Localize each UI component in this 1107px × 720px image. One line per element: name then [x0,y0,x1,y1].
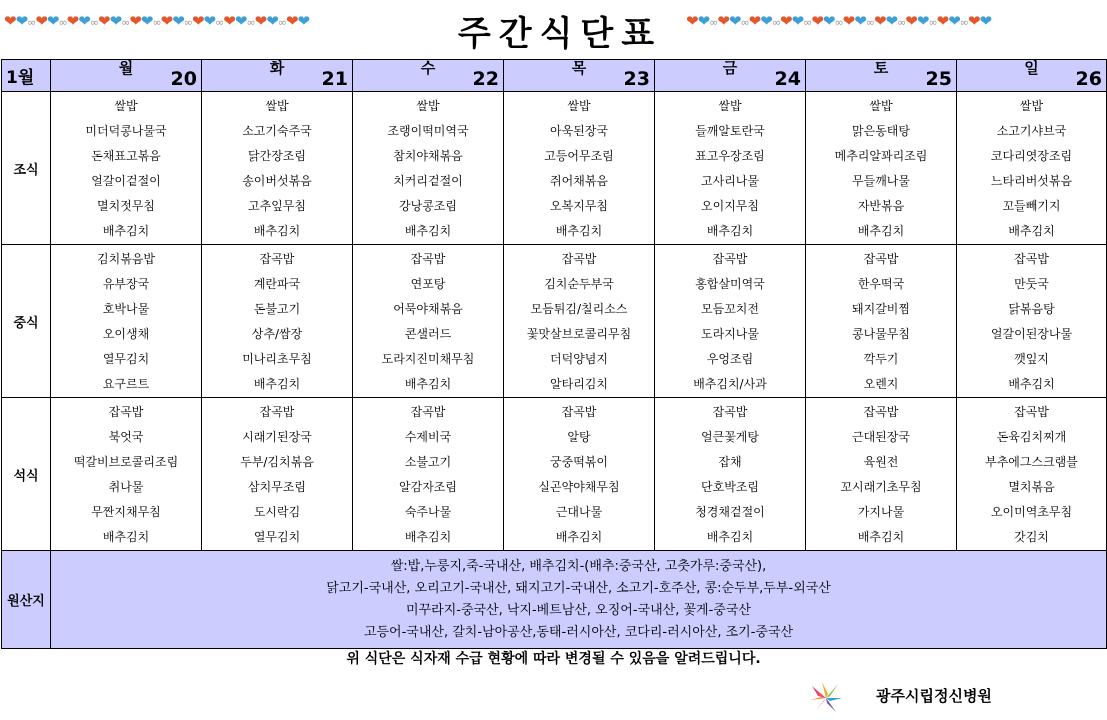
menu-item: 강낭콩조림 [399,199,457,213]
menu-item: 근대된장국 [852,430,910,444]
menu-item: 알타리김치 [550,377,608,391]
page-title: 주간식단표 [457,14,663,54]
menu-item: 돈육김치찌개 [996,430,1067,444]
menu-item: 오이지무침 [701,199,759,213]
menu-item: 쌀밥 [114,99,138,113]
menu-cell [504,92,655,245]
menu-item: 배추김치 [555,530,603,544]
month-label: 1월 [2,60,51,92]
menu-item: 홍합살미역국 [695,277,765,291]
menu-item: 배추김치/사과 [693,377,767,391]
menu-item: 잡곡밥 [561,252,597,266]
origin-line: 닭고기-국내산, 오리고기-국내산, 돼지고기-국내산, 소고기-호주산, 콩:순두부,두부-외국산 [326,580,831,596]
origin-info [51,551,1107,649]
menu-cell [51,92,202,245]
menu-item: 호박나물 [102,302,150,316]
day-date: 26 [1075,68,1102,90]
menu-item: 잡채 [718,455,742,469]
day-header [504,60,655,92]
menu-item: 맑은동태탕 [852,124,910,138]
menu-item: 배추김치 [706,224,754,238]
menu-cell [504,245,655,398]
menu-item: 잡곡밥 [259,252,295,266]
meal-label: 중식 [2,245,51,398]
day-name: 월 [118,59,134,77]
menu-item: 유부장국 [102,277,150,291]
menu-item: 소고기샤브국 [996,124,1067,138]
menu-item: 가지나물 [857,505,905,519]
menu-item: 김치순두부국 [544,277,614,291]
menu-item: 잡곡밥 [1014,252,1049,266]
day-name: 화 [269,59,285,77]
menu-cell [202,92,353,245]
menu-cell [202,398,353,551]
meal-row-dinner [2,398,1107,551]
menu-item: 송이버섯볶음 [242,174,312,188]
menu-item: 수제비국 [404,430,452,444]
menu-item: 모듬꼬치전 [701,302,759,316]
menu-item: 숙주나물 [404,505,452,519]
day-name: 수 [420,59,436,77]
menu-cell [957,245,1107,398]
menu-item: 부추에그스크램블 [985,455,1078,469]
menu-item: 도라지나물 [701,327,759,341]
menu-cell [957,92,1107,245]
day-date: 23 [623,68,650,90]
menu-item: 근대나물 [555,505,603,519]
menu-item: 소불고기 [404,455,452,469]
menu-item: 돈채표고볶음 [91,149,161,163]
menu-item: 깍두기 [863,352,899,366]
menu-item: 꼬들빼기지 [1002,199,1061,213]
menu-item: 취나물 [108,480,144,494]
menu-item: 배추김치 [555,224,603,238]
menu-item: 쌀밥 [567,99,591,113]
menu-item: 배추김치 [102,224,150,238]
origin-line: 고등어-국내산, 갈치-남아공산,동태-러시아산, 코다리-러시아산, 조기-중국산 [363,624,794,640]
menu-item: 미더덕콩나물국 [85,124,167,138]
menu-item: 고사리나물 [701,174,759,188]
day-date: 25 [925,68,952,90]
menu-cell [655,92,806,245]
menu-item: 들깨알토란국 [695,124,765,138]
menu-item: 모듬튀김/칠리소스 [530,302,628,316]
menu-item: 고추잎무침 [248,199,306,213]
day-date: 21 [321,68,348,90]
menu-cell [806,245,957,398]
meal-label: 조식 [2,92,51,245]
menu-item: 배추김치 [857,224,905,238]
menu-item: 우엉조림 [706,352,754,366]
menu-item: 콘샐러드 [404,327,452,341]
menu-item: 오복지무침 [550,199,608,213]
menu-item: 닭간장조림 [248,149,306,163]
menu-cell [806,92,957,245]
menu-item: 아욱된장국 [550,124,608,138]
meal-row-lunch [2,245,1107,398]
origin-row [2,551,1107,649]
day-name: 금 [722,59,738,77]
menu-item: 고등어무조림 [544,149,614,163]
menu-item: 잡곡밥 [863,405,899,419]
weekly-menu-table [1,59,1107,649]
menu-item: 잡곡밥 [712,405,748,419]
menu-item: 오이미역초무침 [990,505,1073,519]
day-date: 22 [472,68,499,90]
menu-item: 북엇국 [108,430,144,444]
menu-item: 도라지진미채무침 [381,352,475,366]
menu-item: 얼큰꽃게탕 [701,430,759,444]
hospital-logo-icon [808,680,844,716]
menu-item: 김치볶음밥 [97,252,155,266]
menu-item: 쌀밥 [265,99,289,113]
menu-cell [806,398,957,551]
menu-item: 더덕양념지 [550,352,608,366]
menu-item: 삼치무조림 [248,480,306,494]
menu-item: 만둣국 [1014,277,1049,291]
menu-item: 미나리초무침 [242,352,312,366]
menu-cell [353,92,504,245]
menu-cell [51,398,202,551]
menu-item: 알감자조림 [399,480,457,494]
menu-item: 단호박조림 [701,480,759,494]
menu-item: 배추김치 [404,530,452,544]
day-name: 목 [571,59,587,77]
menu-cell [51,245,202,398]
hospital-name: 광주시립정신병원 [876,687,992,705]
menu-item: 쌀밥 [1019,99,1044,113]
menu-item: 얼갈이겉절이 [91,174,161,188]
day-name: 일 [1024,59,1039,77]
menu-item: 얼갈이된장나물 [990,327,1073,341]
menu-item: 배추김치 [1008,377,1055,391]
menu-item: 배추김치 [253,224,301,238]
menu-item: 콩나물무침 [852,327,910,341]
day-header-row [2,60,1107,92]
menu-item: 잡곡밥 [410,405,446,419]
menu-item: 배추김치 [102,530,150,544]
menu-item: 청경채겉절이 [695,505,765,519]
menu-item: 오이생채 [102,327,150,341]
menu-item: 시래기된장국 [242,430,312,444]
day-header [806,60,957,92]
menu-cell [655,245,806,398]
menu-cell [655,398,806,551]
menu-item: 닭볶음탕 [1008,302,1055,316]
menu-item: 꼬시래기초무침 [840,480,922,494]
menu-item: 잡곡밥 [1014,405,1049,419]
menu-item: 돼지갈비찜 [852,302,910,316]
day-name: 토 [873,59,889,77]
day-date: 20 [170,68,197,90]
menu-item: 코다리엿장조림 [990,149,1073,163]
menu-item: 치커리겉절이 [393,174,463,188]
menu-item: 배추김치 [1008,224,1055,238]
origin-line: 미꾸라지-중국산, 낙지-베트남산, 오징어-국내산, 꽃게-중국산 [406,602,751,618]
origin-label: 원산지 [2,551,51,649]
menu-item: 잡곡밥 [561,405,597,419]
day-header [957,60,1107,92]
menu-item: 깻잎지 [1014,352,1049,366]
heart-garland-decoration: ❤❤∞❤❤∞❤❤∞❤❤∞❤❤∞❤❤∞❤❤∞❤❤∞❤❤∞❤❤ [686,12,992,30]
menu-item: 쌀밥 [416,99,440,113]
menu-item: 잡곡밥 [863,252,899,266]
menu-cell [353,245,504,398]
menu-item: 열무김치 [253,530,301,544]
menu-item: 궁중떡볶이 [550,455,608,469]
menu-item: 열무김치 [102,352,150,366]
menu-item: 메추리알꽈리조림 [834,149,928,163]
menu-item: 어묵야채볶음 [393,302,463,316]
meal-label: 석식 [2,398,51,551]
menu-item: 요구르트 [102,377,150,391]
heart-garland-decoration: ❤❤∞❤❤∞❤❤∞❤❤∞❤❤∞❤❤∞❤❤∞❤❤∞❤❤∞❤❤ [4,12,310,30]
day-header [353,60,504,92]
menu-item: 배추김치 [404,224,452,238]
menu-item: 소고기숙주국 [242,124,312,138]
menu-item: 도시락김 [253,505,301,519]
menu-item: 두부/김치볶음 [240,455,314,469]
menu-item: 배추김치 [253,377,301,391]
menu-item: 오렌지 [863,377,899,391]
menu-item: 멸치젓무침 [97,199,155,213]
menu-item: 꽃맛살브로콜리무침 [526,327,632,341]
menu-item: 배추김치 [706,530,754,544]
menu-item: 잡곡밥 [108,405,144,419]
menu-cell [202,245,353,398]
menu-item: 자반볶음 [857,199,905,213]
menu-item: 쌀밥 [869,99,893,113]
menu-item: 쌀밥 [718,99,742,113]
menu-cell [957,398,1107,551]
menu-item: 알탕 [567,430,591,444]
menu-item: 육원전 [863,455,899,469]
menu-cell [353,398,504,551]
menu-item: 참치야채볶음 [393,149,463,163]
day-header [51,60,202,92]
menu-item: 잡곡밥 [712,252,748,266]
menu-item: 조랭이떡미역국 [387,124,469,138]
menu-item: 돈불고기 [253,302,301,316]
meal-row-breakfast [2,92,1107,245]
day-date: 24 [774,68,801,90]
day-header [655,60,806,92]
menu-item: 표고우장조림 [695,149,765,163]
menu-item: 무들깨나물 [852,174,910,188]
menu-item: 잡곡밥 [410,252,446,266]
menu-item: 느타리버섯볶음 [990,174,1073,188]
menu-item: 멸치볶음 [1008,480,1055,494]
menu-item: 잡곡밥 [259,405,295,419]
day-header [202,60,353,92]
menu-item: 갓김치 [1014,530,1049,544]
menu-item: 배추김치 [857,530,905,544]
menu-item: 연포탕 [410,277,446,291]
menu-item: 실곤약야채무침 [538,480,620,494]
menu-item: 배추김치 [404,377,452,391]
menu-item: 무짠지채무침 [91,505,161,519]
menu-cell [504,398,655,551]
menu-item: 상추/쌈장 [251,327,303,341]
menu-item: 한우떡국 [857,277,905,291]
origin-line: 쌀:밥,누룽지,죽-국내산, 배추김치-(배추:중국산, 고춧가루:중국산), [390,558,767,574]
change-notice: 위 식단은 식자재 수급 현황에 따라 변경될 수 있음을 알려드립니다. [346,651,761,667]
menu-item: 떡갈비브로콜리조림 [73,455,179,469]
page-header [0,0,1107,58]
menu-item: 계란파국 [253,277,301,291]
menu-item: 쥐어채볶음 [550,174,608,188]
